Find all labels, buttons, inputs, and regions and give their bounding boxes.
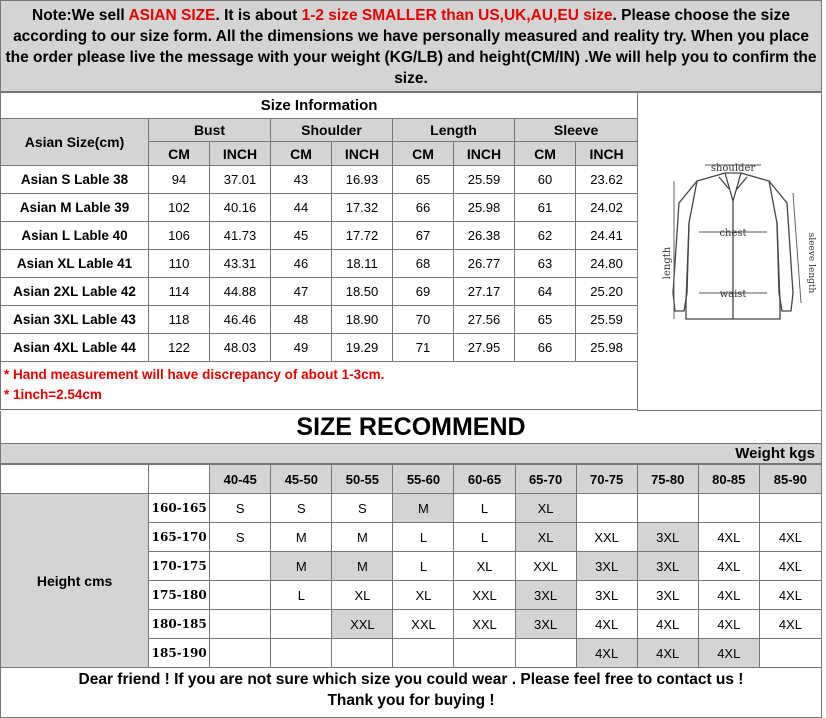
recommended-size: 4XL <box>698 639 759 668</box>
recommended-size: XXL <box>393 610 454 639</box>
unit-header: CM <box>515 142 576 166</box>
size-value: 25.98 <box>454 194 515 222</box>
recommended-size: 4XL <box>698 523 759 552</box>
size-value: 62 <box>515 222 576 250</box>
recommended-size: S <box>332 494 393 523</box>
recommended-size: M <box>332 523 393 552</box>
size-label: Asian XL Lable 41 <box>1 250 149 278</box>
size-value: 63 <box>515 250 576 278</box>
size-value: 118 <box>149 306 210 334</box>
recommended-size <box>698 494 759 523</box>
recommended-size: XXL <box>515 552 576 581</box>
recommended-size: 3XL <box>515 581 576 610</box>
size-row <box>1 194 638 222</box>
recommended-size: M <box>332 552 393 581</box>
recommended-size <box>454 639 515 668</box>
size-value: 65 <box>515 306 576 334</box>
recommended-size <box>271 639 332 668</box>
unit-header: INCH <box>210 142 271 166</box>
recommended-size: XXL <box>332 610 393 639</box>
shirt-diagram <box>637 93 822 412</box>
size-row <box>1 250 638 278</box>
size-label: Asian 2XL Lable 42 <box>1 278 149 306</box>
height-row <box>1 494 822 523</box>
note-rest: . Please choose the size according to our size form. All the dimensions we have personally measured and reality try. When you place the order please live the message with your weight (KG/LB) and height(CM/IN) .We will help you to confirm the size. <box>5 7 817 87</box>
size-label: Asian 3XL Lable 43 <box>1 306 149 334</box>
height-range: 185-190 <box>149 639 210 668</box>
recommended-size: M <box>271 523 332 552</box>
size-value: 43.31 <box>210 250 271 278</box>
size-value: 23.62 <box>576 166 638 194</box>
recommended-size: XL <box>515 494 576 523</box>
recommended-size <box>271 610 332 639</box>
size-value: 16.93 <box>332 166 393 194</box>
size-value: 46 <box>271 250 332 278</box>
recommended-size: L <box>271 581 332 610</box>
size-value: 106 <box>149 222 210 250</box>
recommended-size: 4XL <box>698 581 759 610</box>
weight-label: Weight kgs <box>0 444 822 464</box>
recommended-size: XL <box>454 552 515 581</box>
recommended-size: S <box>210 494 271 523</box>
size-value: 25.20 <box>576 278 638 306</box>
recommended-size: M <box>393 494 454 523</box>
height-range: 160-165 <box>149 494 210 523</box>
size-value: 40.16 <box>210 194 271 222</box>
shoulder-label: shoulder <box>710 163 756 174</box>
recommended-size: S <box>210 523 271 552</box>
size-value: 41.73 <box>210 222 271 250</box>
size-value: 66 <box>393 194 454 222</box>
size-notes <box>1 362 638 410</box>
recommended-size: S <box>271 494 332 523</box>
weight-range: 50-55 <box>332 465 393 494</box>
recommended-size: 4XL <box>759 523 821 552</box>
size-information-title: Size Information <box>1 93 638 119</box>
size-row <box>1 222 638 250</box>
size-value: 64 <box>515 278 576 306</box>
sleeve-label: sleeve length <box>806 232 816 294</box>
size-row <box>1 166 638 194</box>
sleeve-measure-line <box>793 193 801 303</box>
recommended-size <box>637 494 698 523</box>
size-value: 46.46 <box>210 306 271 334</box>
recommended-size <box>759 494 821 523</box>
size-value: 27.95 <box>454 334 515 362</box>
size-value: 70 <box>393 306 454 334</box>
size-value: 110 <box>149 250 210 278</box>
recommended-size <box>576 494 637 523</box>
group-header: Length <box>393 119 515 142</box>
size-label: Asian 4XL Lable 44 <box>1 334 149 362</box>
weight-range: 60-65 <box>454 465 515 494</box>
size-value: 18.90 <box>332 306 393 334</box>
waist-label: waist <box>719 289 747 300</box>
recommended-size <box>332 639 393 668</box>
size-value: 43 <box>271 166 332 194</box>
weight-header-row <box>1 465 822 494</box>
recommended-size <box>759 639 821 668</box>
shirt-diagram-panel <box>637 92 822 411</box>
size-note-discrepancy: * Hand measurement will have discrepancy of about 1-3cm. <box>4 367 385 382</box>
note-mid: . It is about <box>215 7 302 24</box>
size-row <box>1 334 638 362</box>
unit-header: INCH <box>576 142 638 166</box>
recommended-size: XXL <box>454 610 515 639</box>
recommended-size: 3XL <box>576 552 637 581</box>
group-header: Sleeve <box>515 119 638 142</box>
weight-range: 80-85 <box>698 465 759 494</box>
size-label: Asian L Lable 40 <box>1 222 149 250</box>
size-value: 48.03 <box>210 334 271 362</box>
recommended-size: L <box>454 523 515 552</box>
recommended-size: 4XL <box>637 639 698 668</box>
size-value: 69 <box>393 278 454 306</box>
recommended-size: 4XL <box>576 610 637 639</box>
recommended-size: 3XL <box>637 552 698 581</box>
size-row <box>1 306 638 334</box>
weight-range: 85-90 <box>759 465 821 494</box>
group-header: Shoulder <box>271 119 393 142</box>
size-label: Asian M Lable 39 <box>1 194 149 222</box>
size-recommend-table <box>0 464 822 668</box>
size-label: Asian S Lable 38 <box>1 166 149 194</box>
recommended-size: 4XL <box>698 552 759 581</box>
size-value: 26.77 <box>454 250 515 278</box>
size-value: 17.32 <box>332 194 393 222</box>
size-value: 24.41 <box>576 222 638 250</box>
size-information-table <box>0 92 638 410</box>
size-value: 122 <box>149 334 210 362</box>
group-header: Bust <box>149 119 271 142</box>
recommended-size: M <box>271 552 332 581</box>
size-value: 94 <box>149 166 210 194</box>
size-value: 44.88 <box>210 278 271 306</box>
recommended-size: 3XL <box>576 581 637 610</box>
weight-range: 40-45 <box>210 465 271 494</box>
height-range: 165-170 <box>149 523 210 552</box>
recommended-size <box>210 639 271 668</box>
recommended-size: L <box>454 494 515 523</box>
height-label: Height cms <box>1 494 149 668</box>
corner-cell <box>1 465 149 494</box>
recommended-size: 4XL <box>759 581 821 610</box>
unit-header: INCH <box>332 142 393 166</box>
size-value: 27.56 <box>454 306 515 334</box>
note-smaller: 1-2 size SMALLER than US,UK,AU,EU size <box>301 7 613 24</box>
recommended-size <box>210 610 271 639</box>
recommended-size <box>210 581 271 610</box>
size-value: 26.38 <box>454 222 515 250</box>
recommended-size: 4XL <box>759 552 821 581</box>
size-value: 67 <box>393 222 454 250</box>
weight-range: 70-75 <box>576 465 637 494</box>
size-value: 49 <box>271 334 332 362</box>
size-value: 18.50 <box>332 278 393 306</box>
size-value: 47 <box>271 278 332 306</box>
size-value: 61 <box>515 194 576 222</box>
size-value: 24.80 <box>576 250 638 278</box>
size-value: 25.59 <box>576 306 638 334</box>
unit-header: CM <box>271 142 332 166</box>
recommended-size: L <box>393 523 454 552</box>
size-value: 37.01 <box>210 166 271 194</box>
recommended-size: XL <box>393 581 454 610</box>
size-note-inch: * 1inch=2.54cm <box>4 387 102 402</box>
chest-label: chest <box>719 228 747 239</box>
blank-cell <box>149 465 210 494</box>
weight-range: 75-80 <box>637 465 698 494</box>
weight-range: 55-60 <box>393 465 454 494</box>
recommended-size <box>393 639 454 668</box>
size-row <box>1 278 638 306</box>
unit-header: CM <box>393 142 454 166</box>
length-label: length <box>662 246 673 280</box>
recommended-size: 4XL <box>637 610 698 639</box>
recommended-size: XL <box>332 581 393 610</box>
recommended-size: 4XL <box>759 610 821 639</box>
recommended-size: XL <box>515 523 576 552</box>
recommended-size: 3XL <box>637 523 698 552</box>
size-value: 17.72 <box>332 222 393 250</box>
height-range: 170-175 <box>149 552 210 581</box>
unit-header: CM <box>149 142 210 166</box>
size-value: 71 <box>393 334 454 362</box>
recommended-size: 3XL <box>515 610 576 639</box>
size-value: 25.98 <box>576 334 638 362</box>
size-value: 19.29 <box>332 334 393 362</box>
recommended-size <box>515 639 576 668</box>
weight-range: 45-50 <box>271 465 332 494</box>
size-value: 60 <box>515 166 576 194</box>
size-recommend-title: SIZE RECOMMEND <box>0 411 822 444</box>
footer-message <box>0 665 822 718</box>
size-value: 68 <box>393 250 454 278</box>
recommended-size: 3XL <box>637 581 698 610</box>
size-value: 45 <box>271 222 332 250</box>
recommended-size: XXL <box>576 523 637 552</box>
size-note <box>0 0 822 92</box>
size-value: 44 <box>271 194 332 222</box>
size-value: 114 <box>149 278 210 306</box>
size-value: 66 <box>515 334 576 362</box>
size-value: 18.11 <box>332 250 393 278</box>
size-value: 65 <box>393 166 454 194</box>
height-range: 180-185 <box>149 610 210 639</box>
recommended-size: L <box>393 552 454 581</box>
recommended-size: XXL <box>454 581 515 610</box>
size-value: 27.17 <box>454 278 515 306</box>
size-value: 25.59 <box>454 166 515 194</box>
recommended-size <box>210 552 271 581</box>
recommended-size: 4XL <box>576 639 637 668</box>
asian-size-header: Asian Size(cm) <box>1 119 149 166</box>
weight-range: 65-70 <box>515 465 576 494</box>
footer-line-thanks: Thank you for buying ! <box>327 692 495 709</box>
unit-header: INCH <box>454 142 515 166</box>
height-range: 175-180 <box>149 581 210 610</box>
note-asian-size: ASIAN SIZE <box>128 7 216 24</box>
recommended-size: 4XL <box>698 610 759 639</box>
footer-line-contact: Dear friend ! If you are not sure which size you could wear . Please feel free to contact us ! <box>78 671 744 688</box>
note-prefix: Note:We sell <box>32 7 129 24</box>
size-value: 24.02 <box>576 194 638 222</box>
size-value: 102 <box>149 194 210 222</box>
size-value: 48 <box>271 306 332 334</box>
